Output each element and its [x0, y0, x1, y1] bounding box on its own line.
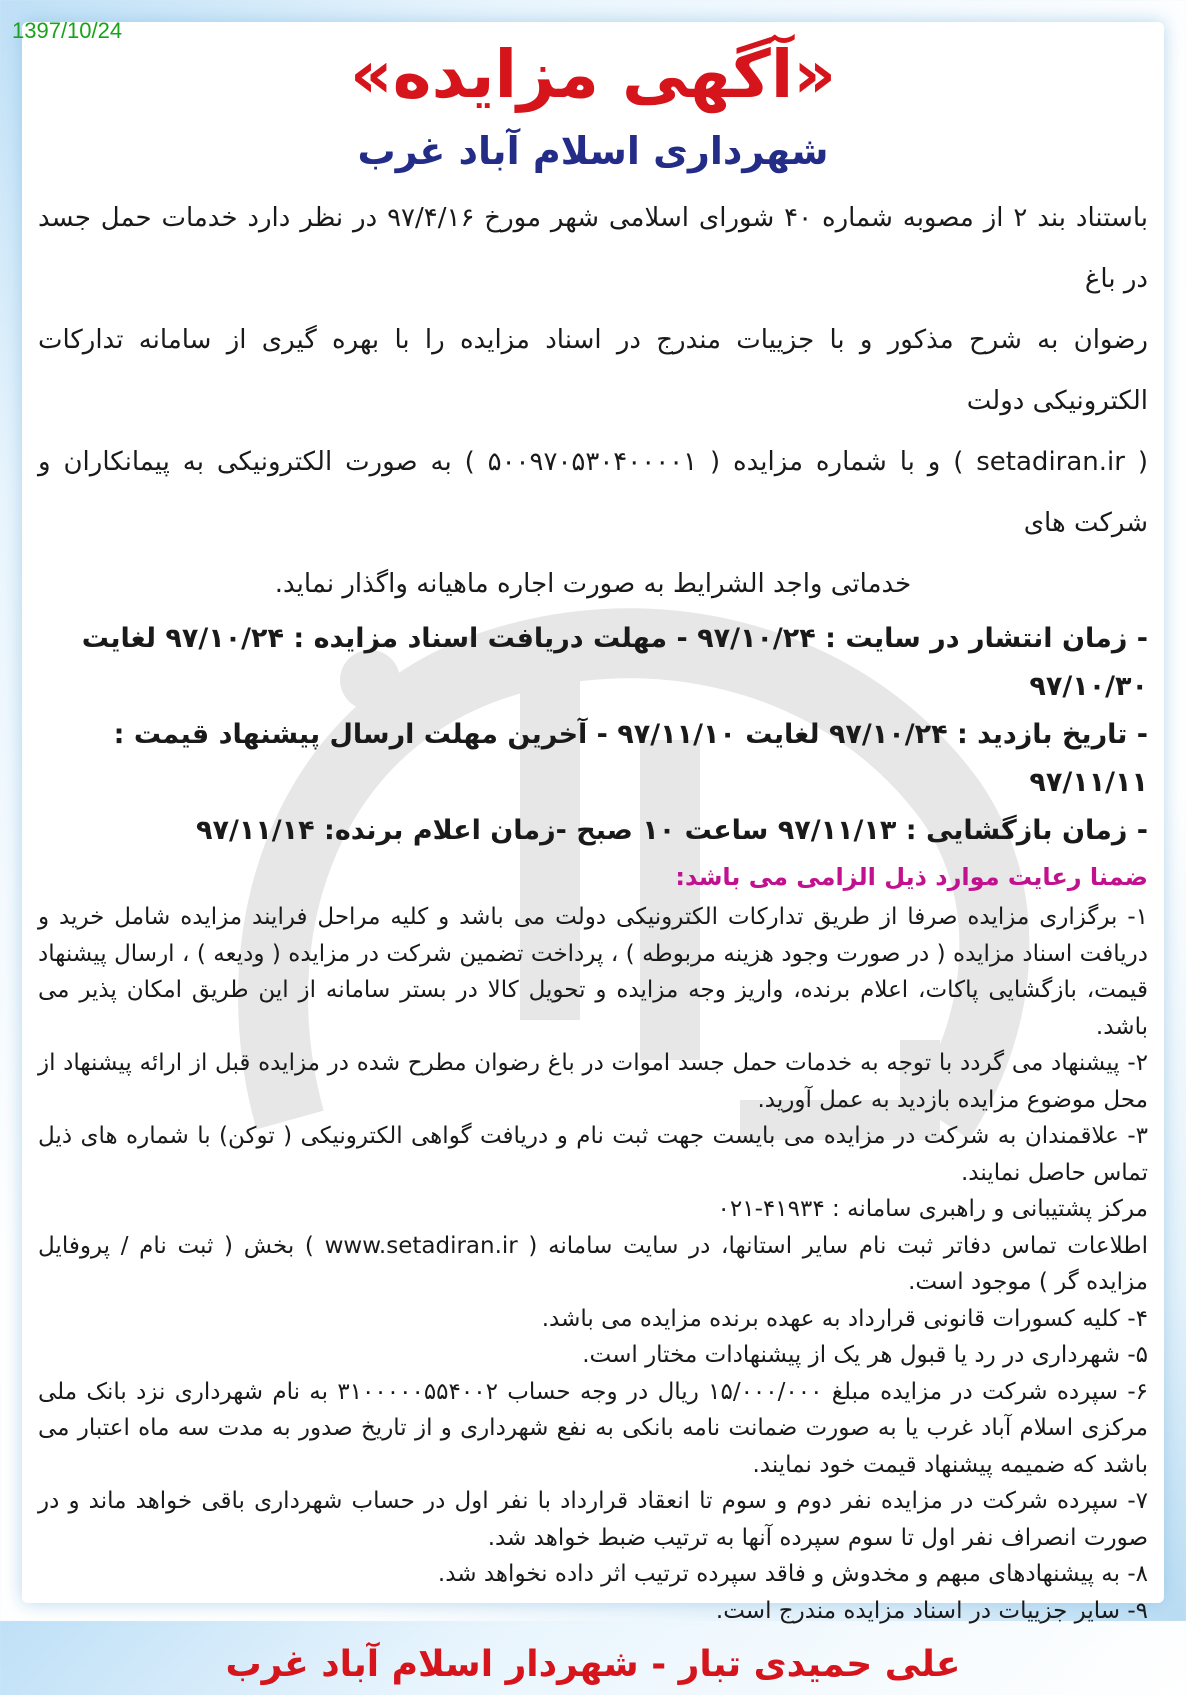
support-center: مرکز پشتیبانی و راهبری سامانه : ۴۱۹۳۴-۰۲۱ — [717, 1196, 1148, 1222]
condition-item: ۶- سپرده شرکت در مزایده مبلغ ۱۵/۰۰۰/۰۰۰ ریال در وجه حساب ۳۱۰۰۰۰۰۵۵۴۰۰۲ به نام شهرداری نزد بانک ملی مرکزی اسلام آباد غرب یا به صورت ضمانت نامه بانکی به نفع شهرداری و از تاریخ صدور به مدت سه ماه اعتبار می باشد که ضمیمه پیشنهاد قیمت خود نمایند. — [38, 1378, 1148, 1478]
notice-content — [34, 30, 1152, 1695]
condition-item: ۸- به پیشنهادهای مبهم و مخدوش و فاقد سپرده ترتیب اثر داده نخواهد شد. — [437, 1561, 1148, 1587]
conditions-list — [34, 899, 1152, 1629]
issuer-name: شهرداری اسلام آباد غرب — [357, 129, 829, 173]
signature: علی حمیدی تبار - شهردار اسلام آباد غرب — [225, 1644, 961, 1685]
conditions-heading: ضمنا رعایت موارد ذیل الزامی می باشد: — [675, 863, 1148, 891]
condition-item: ۷- سپرده شرکت در مزایده نفر دوم و سوم تا انعقاد قرارداد با نفر اول در حساب شهرداری باقی خواهد ماند و در صورت انصراف نفر اول تا سوم سپرده آنها به ترتیب ضبط خواهد شد. — [38, 1488, 1148, 1551]
deadlines-list — [34, 615, 1152, 855]
intro-line: رضوان به شرح مذکور و با جزییات مندرج در اسناد مزایده را با بهره گیری از سامانه تدارکات الکترونیکی دولت — [38, 325, 1148, 416]
date-stamp: 1397/10/24 — [12, 18, 123, 43]
intro-paragraph — [34, 188, 1152, 615]
deadline-item: - زمان بازگشایی : ۹۷/۱۱/۱۳ ساعت ۱۰ صبح -زمان اعلام برنده: ۹۷/۱۱/۱۴ — [196, 815, 1148, 846]
condition-item: ۱- برگزاری مزایده صرفا از طریق تدارکات الکترونیکی دولت می باشد و کلیه مراحل فرایند مزایده شامل خرید و دریافت اسناد مزایده ( در صورت وجود هزینه مربوطه ) ، پرداخت تضمین شرکت در مزایده ( ودیعه ) ، ارسال پیشنهاد قیمت، بازگشایی پاکات، اعلام برنده، واریز وجه مزایده و تحویل کالا در بستر سامانه از این طریق امکان پذیر می باشد. — [38, 904, 1148, 1040]
registration-info: اطلاعات تماس دفاتر ثبت نام سایر استانها، در سایت سامانه ( www.setadiran.ir ) بخش ( ثبت نام / پروفایل مزایده گر ) موجود است. — [38, 1232, 1149, 1295]
intro-line: باستناد بند ۲ از مصوبه شماره ۴۰ شورای اسلامی شهر مورخ ۹۷/۴/۱۶ در نظر دارد خدمات حمل جسد در باغ — [38, 203, 1148, 294]
notice-title: «آگهی مزایده» — [349, 36, 836, 113]
deadline-item: - تاریخ بازدید : ۹۷/۱۰/۲۴ لغایت ۹۷/۱۱/۱۰ - آخرین مهلت ارسال پیشنهاد قیمت : ۹۷/۱۱/۱۱ — [113, 719, 1148, 798]
condition-item: ۴- کلیه کسورات قانونی قرارداد به عهده برنده مزایده می باشد. — [541, 1305, 1148, 1332]
condition-item: ۲- پیشنهاد می گردد با توجه به خدمات حمل جسد اموات در باغ رضوان مطرح شده در مزایده قبل از ارائه پیشنهاد از محل موضوع مزایده بازدید به عمل آورید. — [38, 1050, 1148, 1113]
deadline-item: - زمان انتشار در سایت : ۹۷/۱۰/۲۴ - مهلت دریافت اسناد مزایده : ۹۷/۱۰/۲۴ لغایت ۹۷/۱۰/۳۰ — [81, 623, 1148, 702]
condition-item: ۹- سایر جزییات در اسناد مزایده مندرج است. — [715, 1597, 1148, 1624]
intro-line: خدماتی واجد الشرایط به صورت اجاره ماهیانه واگذار نماید. — [274, 569, 912, 599]
condition-item: ۵- شهرداری در رد یا قبول هر یک از پیشنهادات مختار است. — [582, 1342, 1148, 1368]
intro-line: ( setadiran.ir ) و با شماره مزایده ( ۵۰۰۹۷۰۵۳۰۴۰۰۰۰۱ ) به صورت الکترونیکی به پیمانکاران و شرکت های — [38, 447, 1148, 538]
condition-item: ۳- علاقمندان به شرکت در مزایده می بایست جهت ثبت نام و دریافت گواهی الکترونیکی ( توکن) با شماره های ذیل تماس حاصل نمایند. — [38, 1123, 1148, 1186]
